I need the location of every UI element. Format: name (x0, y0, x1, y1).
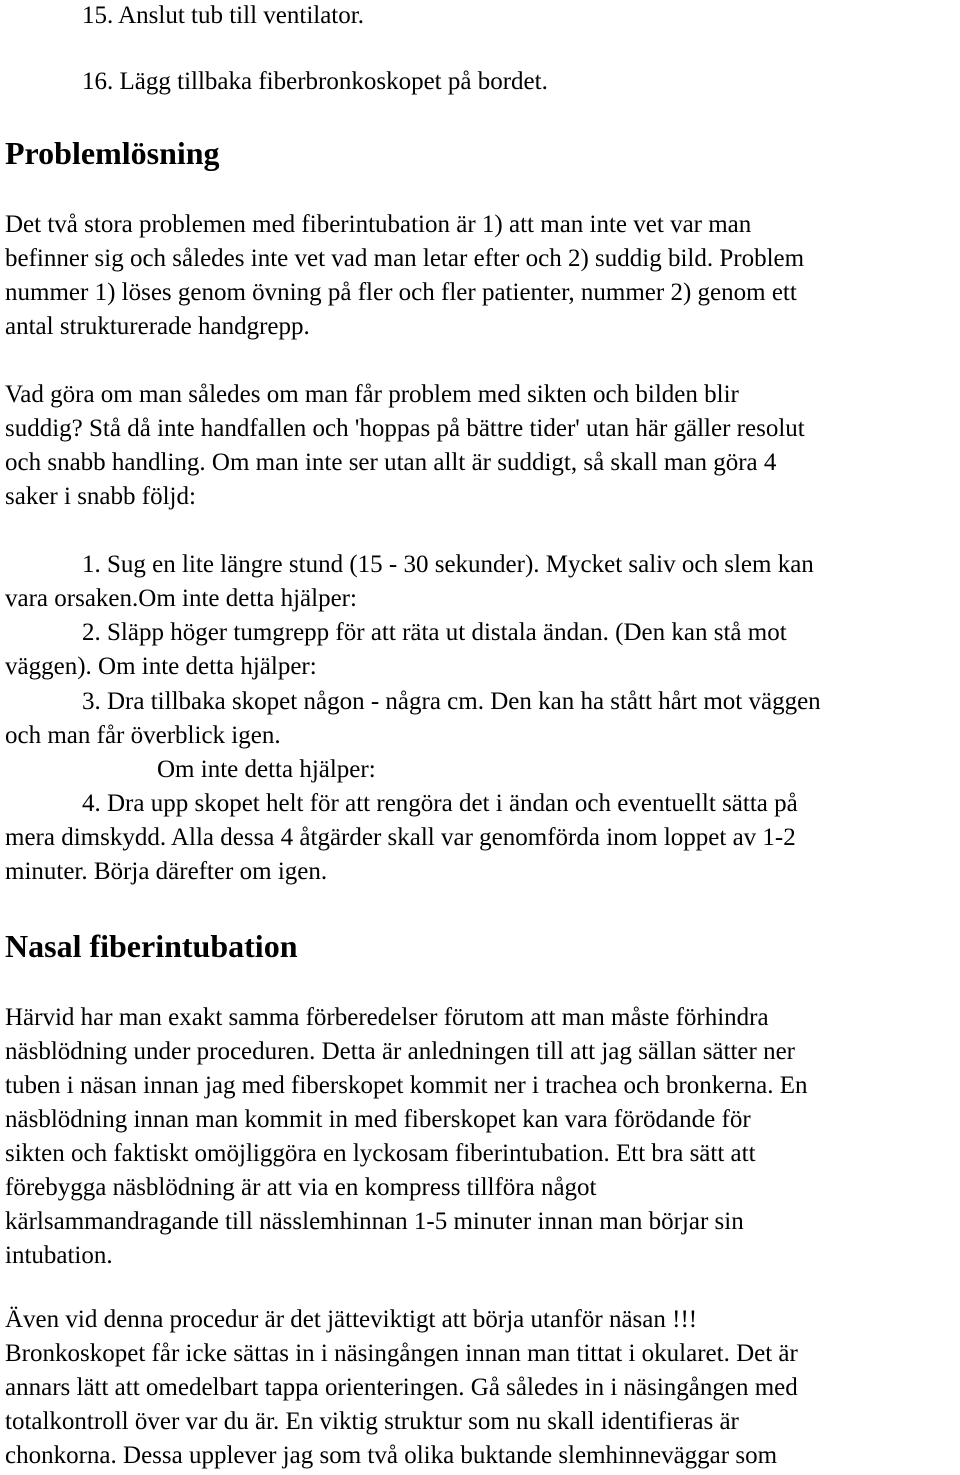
step-3-cont: och man får överblick igen. (5, 722, 281, 749)
step-3: 3. Dra tillbaka skopet någon - några cm. Den kan ha stått hårt mot väggen (82, 688, 821, 715)
heading-nasal-fiberintubation: Nasal fiberintubation (5, 928, 298, 964)
paragraph-line: annars lätt att omedelbart tappa orienteringen. Gå således in i näsingången med (5, 1374, 798, 1401)
paragraph-line: kärlsammandragande till nässlemhinnan 1-5 minuter innan man börjar sin (5, 1208, 744, 1235)
heading-problemlosning: Problemlösning (5, 135, 220, 171)
paragraph-line: sikten och faktiskt omöjliggöra en lyckosam fiberintubation. Ett bra sätt att (5, 1140, 756, 1167)
step-1: 1. Sug en lite längre stund (15 - 30 sekunder). Mycket saliv och slem kan (82, 551, 814, 578)
paragraph-line: förebygga näsblödning är att via en kompress tillföra något (5, 1174, 597, 1201)
paragraph-line: tuben i näsan innan jag med fiberskopet kommit ner i trachea och bronkerna. En (5, 1072, 808, 1099)
step-2: 2. Släpp höger tumgrepp för att räta ut distala ändan. (Den kan stå mot (82, 619, 787, 646)
paragraph-line: intubation. (5, 1242, 113, 1269)
paragraph-line: nummer 1) löses genom övning på fler och fler patienter, nummer 2) genom ett (5, 279, 797, 306)
paragraph-line: chonkorna. Dessa upplever jag som två olika buktande slemhinneväggar som (5, 1442, 778, 1469)
paragraph-line: befinner sig och således inte vet vad man letar efter och 2) suddig bild. Problem (5, 245, 805, 272)
step-4-cont: mera dimskydd. Alla dessa 4 åtgärder skall var genomförda inom loppet av 1-2 (5, 824, 796, 851)
step-1-cont: vara orsaken.Om inte detta hjälper: (5, 585, 357, 612)
list-item-15: 15. Anslut tub till ventilator. (82, 2, 364, 29)
paragraph-line: suddig? Stå då inte handfallen och 'hoppas på bättre tider' utan här gäller resolut (5, 415, 805, 442)
paragraph-line: Det två stora problemen med fiberintubation är 1) att man inte vet var man (5, 211, 752, 238)
paragraph-line: näsblödning under proceduren. Detta är anledningen till att jag sällan sätter ner (5, 1038, 796, 1065)
paragraph-line: antal strukturerade handgrepp. (5, 313, 310, 340)
paragraph-line: Bronkoskopet får icke sättas in i näsingången innan man tittat i okularet. Det är (5, 1340, 798, 1367)
paragraph-line: totalkontroll över var du är. En viktig struktur som nu skall identifieras är (5, 1408, 739, 1435)
paragraph-line: Härvid har man exakt samma förberedelser förutom att man måste förhindra (5, 1004, 769, 1031)
paragraph-line: Vad göra om man således om man får problem med sikten och bilden blir (5, 381, 739, 408)
step-3-note: Om inte detta hjälper: (157, 756, 376, 783)
paragraph-line: och snabb handling. Om man inte ser utan allt är suddigt, så skall man göra 4 (5, 449, 777, 476)
list-item-16: 16. Lägg tillbaka fiberbronkoskopet på bordet. (82, 68, 548, 95)
paragraph-line: Även vid denna procedur är det jätteviktigt att börja utanför näsan !!! (5, 1306, 698, 1333)
step-2-cont: väggen). Om inte detta hjälper: (5, 653, 317, 680)
step-4: 4. Dra upp skopet helt för att rengöra det i ändan och eventuellt sätta på (82, 790, 798, 817)
step-4-cont: minuter. Börja därefter om igen. (5, 858, 328, 885)
paragraph-line: näsblödning innan man kommit in med fiberskopet kan vara förödande för (5, 1106, 751, 1133)
paragraph-line: saker i snabb följd: (5, 483, 196, 510)
